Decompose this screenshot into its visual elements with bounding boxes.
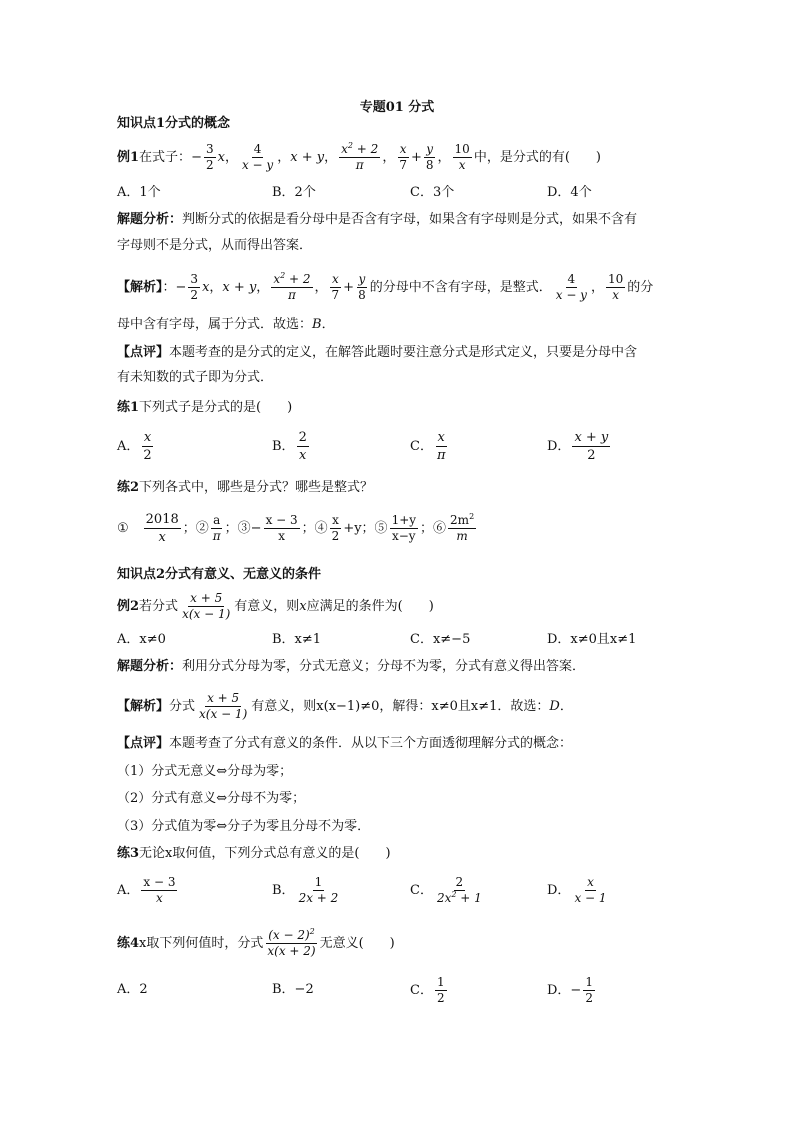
example2-solution: 【解析】分式 $\frac{x + 5}{x(x - 1)}$ 有意义，则x(x−1)≠0，解得：x≠0且x≠1．故选：D． [117,691,573,721]
example1-label: 例1 [117,150,140,165]
example1-option-a: A．1个 [117,185,161,200]
practice3-question: 练3无论x取何值，下列分式总有意义的是( ) [117,846,391,861]
example2-option-b: B．x≠1 [272,632,322,647]
example2-option-a: A．x≠0 [117,632,166,647]
practice3-option-d: D． $\frac{x}{x - 1}$ [547,875,607,905]
example2-analysis: 解题分析：利用分式分母为零，分式无意义；分母不为零，分式有意义得出答案． [117,659,586,674]
example1-analysis-cont: 字母则不是分式，从而得出答案． [117,238,313,253]
example1-solution: 【解析】：− $\frac{3}{2}$ x，x + y， $\frac{x^2 + 2}{\pi}$ ， $\frac{x}{7}$ + $\frac{y}{8}$ 的分母中不含有字母，是整式． $\frac{4}{x - y}$ ， $\frac{10}{x}$ 的分 [117,271,654,302]
practice4-option-d: D．− $\frac{1}{2}$ [547,975,593,1005]
practice3-option-c: C． $\frac{2}{2x^2 + 1}$ [410,875,482,905]
practice4-option-b: B．−2 [272,982,314,997]
practice4-option-a: A．2 [117,982,148,997]
example1-option-b: B．2个 [272,185,316,200]
example1-question: 例1在式子：− $\frac{3}{2}$ x， $\frac{4}{x - y}$ ，x + y， $\frac{x^2 + 2}{\pi}$ ， $\frac{x}{7}$ + $\frac{y}{8}$ ， $\frac{10}{x}$ 中，是分式的有( ) [117,141,601,172]
example2-option-c: C．x≠−5 [410,632,471,647]
practice2-expressions: ① $\frac{2018}{x}$ ；② $\frac{a}{\pi}$ ；③− $\frac{x - 3}{x}$ ；④ $\frac{x}{2}$ +y；⑤ $\frac{1+y}{x-y}$ ；⑥ $\frac{2m^2}{m}$ [117,512,475,545]
example1-comment: 【点评】本题考查的是分式的定义，在解答此题时要注意分式是形式定义，只要是分母中含 [117,345,638,360]
practice1-option-a: A． $\frac{x}{2}$ [117,430,152,463]
practice1-option-d: D． $\frac{x + y}{2}$ [547,430,609,463]
comment-item-2: （2）分式有意义⇔分母不为零； [117,791,306,806]
example2-comment: 【点评】本题考查了分式有意义的条件．从以下三个方面透彻理解分式的概念： [117,736,573,751]
example1-option-d: D．4个 [547,185,592,200]
example1-comment-cont: 有未知数的式子即为分式． [117,370,274,385]
example1-solution-cont: 母中含有字母，属于分式．故选：B． [117,317,335,332]
example1-analysis: 解题分析：判断分式的依据是看分母中是否含有字母，如果含有字母则是分式，如果不含有 [117,212,638,227]
example2-question: 例2若分式 $\frac{x + 5}{x(x - 1)}$ 有意义，则x应满足的条件为( ) [117,591,434,621]
practice3-option-b: B． $\frac{1}{2x + 2}$ [272,875,339,905]
kp2-heading: 知识点2分式有意义、无意义的条件 [117,567,322,582]
comment-item-1: （1）分式无意义⇔分母为零； [117,764,293,779]
practice1-option-b: B． $\frac{2}{x}$ [272,430,307,463]
practice1-question: 练1下列式子是分式的是( ) [117,400,293,415]
example1-option-c: C．3个 [410,185,455,200]
document-title: 专题01 分式 [359,100,435,115]
example2-option-d: D．x≠0且x≠1 [547,632,637,647]
practice4-question: 练4x取下列何值时，分式 $\frac{(x - 2)^2}{x(x + 2)}$ 无意义( ) [117,927,395,958]
practice1-option-c: C． $\frac{x}{\pi}$ [410,430,446,463]
practice3-option-a: A． $\frac{x - 3}{x}$ [117,875,176,905]
comment-item-3: （3）分式值为零⇔分子为零且分母不为零． [117,819,371,834]
practice2-question: 练2下列各式中，哪些是分式？哪些是整式？ [117,480,374,495]
practice4-option-c: C． $\frac{1}{2}$ [410,975,445,1005]
kp1-heading: 知识点1分式的概念 [117,116,231,131]
